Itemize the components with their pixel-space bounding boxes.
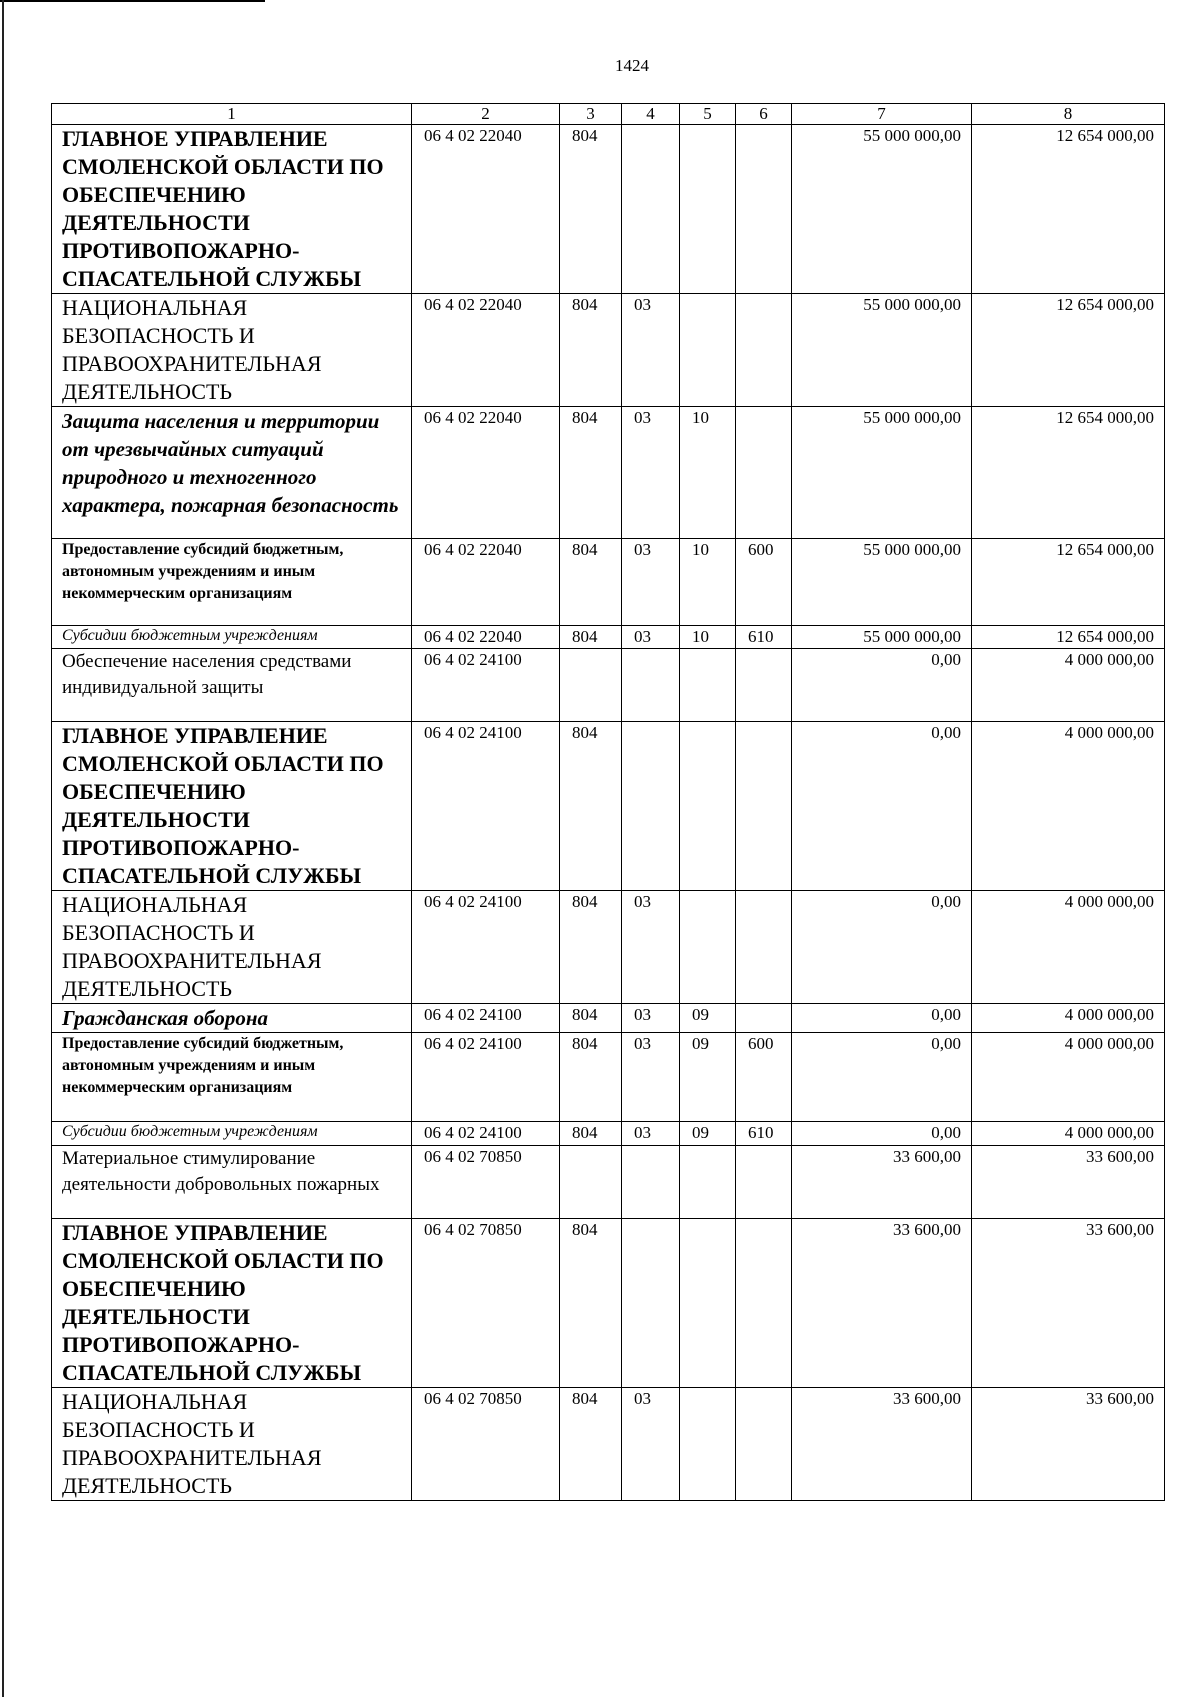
- subsection-code: 10: [680, 407, 736, 539]
- section-code: 03: [622, 626, 680, 649]
- ministry-code: 804: [560, 125, 622, 294]
- expense-type-code: [736, 294, 792, 407]
- amount-year-1: 0,00: [792, 1122, 972, 1146]
- row-name: Защита населения и территории от чрезвычайных ситуаций природного и техногенного характера, пожарная безопасность: [52, 407, 412, 539]
- row-name: ГЛАВНОЕ УПРАВЛЕНИЕ СМОЛЕНСКОЙ ОБЛАСТИ ПО ОБЕСПЕЧЕНИЮ ДЕЯТЕЛЬНОСТИ ПРОТИВОПОЖАРНО-СПАСАТЕЛЬНОЙ СЛУЖБЫ: [52, 125, 412, 294]
- amount-year-2: 4 000 000,00: [972, 891, 1165, 1004]
- amount-year-1: 55 000 000,00: [792, 626, 972, 649]
- expense-type-code: [736, 125, 792, 294]
- target-article-code: 06 4 02 22040: [412, 294, 560, 407]
- subsection-code: [680, 891, 736, 1004]
- table-row: [52, 407, 1165, 539]
- amount-year-1: 0,00: [792, 891, 972, 1004]
- ministry-code: [560, 1146, 622, 1219]
- ministry-code: 804: [560, 626, 622, 649]
- table-row: [52, 1122, 1165, 1146]
- amount-year-1: 33 600,00: [792, 1146, 972, 1219]
- section-code: 03: [622, 407, 680, 539]
- expense-type-code: [736, 722, 792, 891]
- target-article-code: 06 4 02 24100: [412, 1004, 560, 1033]
- row-name: Предоставление субсидий бюджетным, автономным учреждениям и иным некоммерческим организациям: [52, 1033, 412, 1122]
- scan-border-top: [0, 0, 265, 12]
- amount-year-1: 0,00: [792, 649, 972, 722]
- table-row: [52, 125, 1165, 294]
- subsection-code: 09: [680, 1004, 736, 1033]
- subsection-code: [680, 649, 736, 722]
- ministry-code: 804: [560, 1004, 622, 1033]
- column-header: 6: [736, 104, 792, 125]
- column-header: 3: [560, 104, 622, 125]
- row-name: Материальное стимулирование деятельности добровольных пожарных: [52, 1146, 412, 1219]
- section-code: [622, 1146, 680, 1219]
- row-name: Предоставление субсидий бюджетным, автономным учреждениям и иным некоммерческим организациям: [52, 539, 412, 626]
- amount-year-1: 33 600,00: [792, 1388, 972, 1501]
- row-name: Субсидии бюджетным учреждениям: [52, 1122, 412, 1146]
- subsection-code: 10: [680, 539, 736, 626]
- ministry-code: 804: [560, 722, 622, 891]
- target-article-code: 06 4 02 24100: [412, 722, 560, 891]
- amount-year-1: 55 000 000,00: [792, 539, 972, 626]
- subsection-code: [680, 1219, 736, 1388]
- table-row: [52, 722, 1165, 891]
- amount-year-2: 4 000 000,00: [972, 1033, 1165, 1122]
- subsection-code: [680, 1388, 736, 1501]
- amount-year-2: 12 654 000,00: [972, 539, 1165, 626]
- section-code: 03: [622, 1033, 680, 1122]
- expense-type-code: 610: [736, 1122, 792, 1146]
- table-row: [52, 1033, 1165, 1122]
- row-name: НАЦИОНАЛЬНАЯ БЕЗОПАСНОСТЬ И ПРАВООХРАНИТЕЛЬНАЯ ДЕЯТЕЛЬНОСТЬ: [52, 1388, 412, 1501]
- amount-year-2: 12 654 000,00: [972, 626, 1165, 649]
- ministry-code: 804: [560, 1033, 622, 1122]
- budget-table: [51, 103, 1165, 1501]
- ministry-code: 804: [560, 891, 622, 1004]
- amount-year-2: 4 000 000,00: [972, 649, 1165, 722]
- table-row: [52, 1219, 1165, 1388]
- amount-year-1: 55 000 000,00: [792, 407, 972, 539]
- row-name: Обеспечение населения средствами индивидуальной защиты: [52, 649, 412, 722]
- column-header: 4: [622, 104, 680, 125]
- expense-type-code: [736, 407, 792, 539]
- row-name: НАЦИОНАЛЬНАЯ БЕЗОПАСНОСТЬ И ПРАВООХРАНИТЕЛЬНАЯ ДЕЯТЕЛЬНОСТЬ: [52, 294, 412, 407]
- section-code: 03: [622, 294, 680, 407]
- scan-border-left: [2, 0, 4, 1697]
- target-article-code: 06 4 02 24100: [412, 1122, 560, 1146]
- row-name: Субсидии бюджетным учреждениям: [52, 626, 412, 649]
- table-row: [52, 1004, 1165, 1033]
- amount-year-1: 55 000 000,00: [792, 294, 972, 407]
- subsection-code: 10: [680, 626, 736, 649]
- expense-type-code: 600: [736, 539, 792, 626]
- amount-year-1: 0,00: [792, 1033, 972, 1122]
- header-row: [52, 104, 1165, 125]
- page-number: 1424: [615, 56, 649, 75]
- section-code: [622, 722, 680, 891]
- row-name: НАЦИОНАЛЬНАЯ БЕЗОПАСНОСТЬ И ПРАВООХРАНИТЕЛЬНАЯ ДЕЯТЕЛЬНОСТЬ: [52, 891, 412, 1004]
- target-article-code: 06 4 02 24100: [412, 649, 560, 722]
- target-article-code: 06 4 02 22040: [412, 626, 560, 649]
- target-article-code: 06 4 02 70850: [412, 1146, 560, 1219]
- section-code: [622, 1219, 680, 1388]
- column-header: 7: [792, 104, 972, 125]
- amount-year-2: 4 000 000,00: [972, 1122, 1165, 1146]
- target-article-code: 06 4 02 24100: [412, 1033, 560, 1122]
- section-code: 03: [622, 539, 680, 626]
- amount-year-1: 0,00: [792, 1004, 972, 1033]
- table-row: [52, 294, 1165, 407]
- amount-year-2: 12 654 000,00: [972, 294, 1165, 407]
- amount-year-2: 4 000 000,00: [972, 1004, 1165, 1033]
- column-header: 2: [412, 104, 560, 125]
- column-header: 1: [52, 104, 412, 125]
- section-code: [622, 649, 680, 722]
- section-code: 03: [622, 1388, 680, 1501]
- amount-year-1: 33 600,00: [792, 1219, 972, 1388]
- amount-year-2: 12 654 000,00: [972, 407, 1165, 539]
- ministry-code: 804: [560, 1219, 622, 1388]
- section-code: [622, 125, 680, 294]
- table-row: [52, 1388, 1165, 1501]
- amount-year-2: 4 000 000,00: [972, 722, 1165, 891]
- expense-type-code: 610: [736, 626, 792, 649]
- column-header: 5: [680, 104, 736, 125]
- expense-type-code: [736, 1388, 792, 1501]
- ministry-code: 804: [560, 294, 622, 407]
- section-code: 03: [622, 1004, 680, 1033]
- amount-year-2: 33 600,00: [972, 1146, 1165, 1219]
- target-article-code: 06 4 02 22040: [412, 539, 560, 626]
- section-code: 03: [622, 891, 680, 1004]
- target-article-code: 06 4 02 70850: [412, 1388, 560, 1501]
- expense-type-code: [736, 1146, 792, 1219]
- table-row: [52, 626, 1165, 649]
- table-row: [52, 891, 1165, 1004]
- ministry-code: 804: [560, 1388, 622, 1501]
- section-code: 03: [622, 1122, 680, 1146]
- table-row: [52, 649, 1165, 722]
- amount-year-2: 12 654 000,00: [972, 125, 1165, 294]
- expense-type-code: [736, 1004, 792, 1033]
- row-name: ГЛАВНОЕ УПРАВЛЕНИЕ СМОЛЕНСКОЙ ОБЛАСТИ ПО ОБЕСПЕЧЕНИЮ ДЕЯТЕЛЬНОСТИ ПРОТИВОПОЖАРНО-СПАСАТЕЛЬНОЙ СЛУЖБЫ: [52, 722, 412, 891]
- column-header: 8: [972, 104, 1165, 125]
- expense-type-code: [736, 891, 792, 1004]
- amount-year-2: 33 600,00: [972, 1219, 1165, 1388]
- subsection-code: [680, 125, 736, 294]
- target-article-code: 06 4 02 22040: [412, 407, 560, 539]
- target-article-code: 06 4 02 24100: [412, 891, 560, 1004]
- subsection-code: 09: [680, 1122, 736, 1146]
- row-name: ГЛАВНОЕ УПРАВЛЕНИЕ СМОЛЕНСКОЙ ОБЛАСТИ ПО ОБЕСПЕЧЕНИЮ ДЕЯТЕЛЬНОСТИ ПРОТИВОПОЖАРНО-СПАСАТЕЛЬНОЙ СЛУЖБЫ: [52, 1219, 412, 1388]
- subsection-code: [680, 1146, 736, 1219]
- ministry-code: 804: [560, 539, 622, 626]
- table-row: [52, 1146, 1165, 1219]
- amount-year-1: 0,00: [792, 722, 972, 891]
- subsection-code: 09: [680, 1033, 736, 1122]
- row-name: Гражданская оборона: [52, 1004, 412, 1033]
- subsection-code: [680, 722, 736, 891]
- amount-year-1: 55 000 000,00: [792, 125, 972, 294]
- expense-type-code: [736, 649, 792, 722]
- expense-type-code: 600: [736, 1033, 792, 1122]
- ministry-code: 804: [560, 1122, 622, 1146]
- amount-year-2: 33 600,00: [972, 1388, 1165, 1501]
- target-article-code: 06 4 02 22040: [412, 125, 560, 294]
- ministry-code: [560, 649, 622, 722]
- table-row: [52, 539, 1165, 626]
- target-article-code: 06 4 02 70850: [412, 1219, 560, 1388]
- subsection-code: [680, 294, 736, 407]
- ministry-code: 804: [560, 407, 622, 539]
- expense-type-code: [736, 1219, 792, 1388]
